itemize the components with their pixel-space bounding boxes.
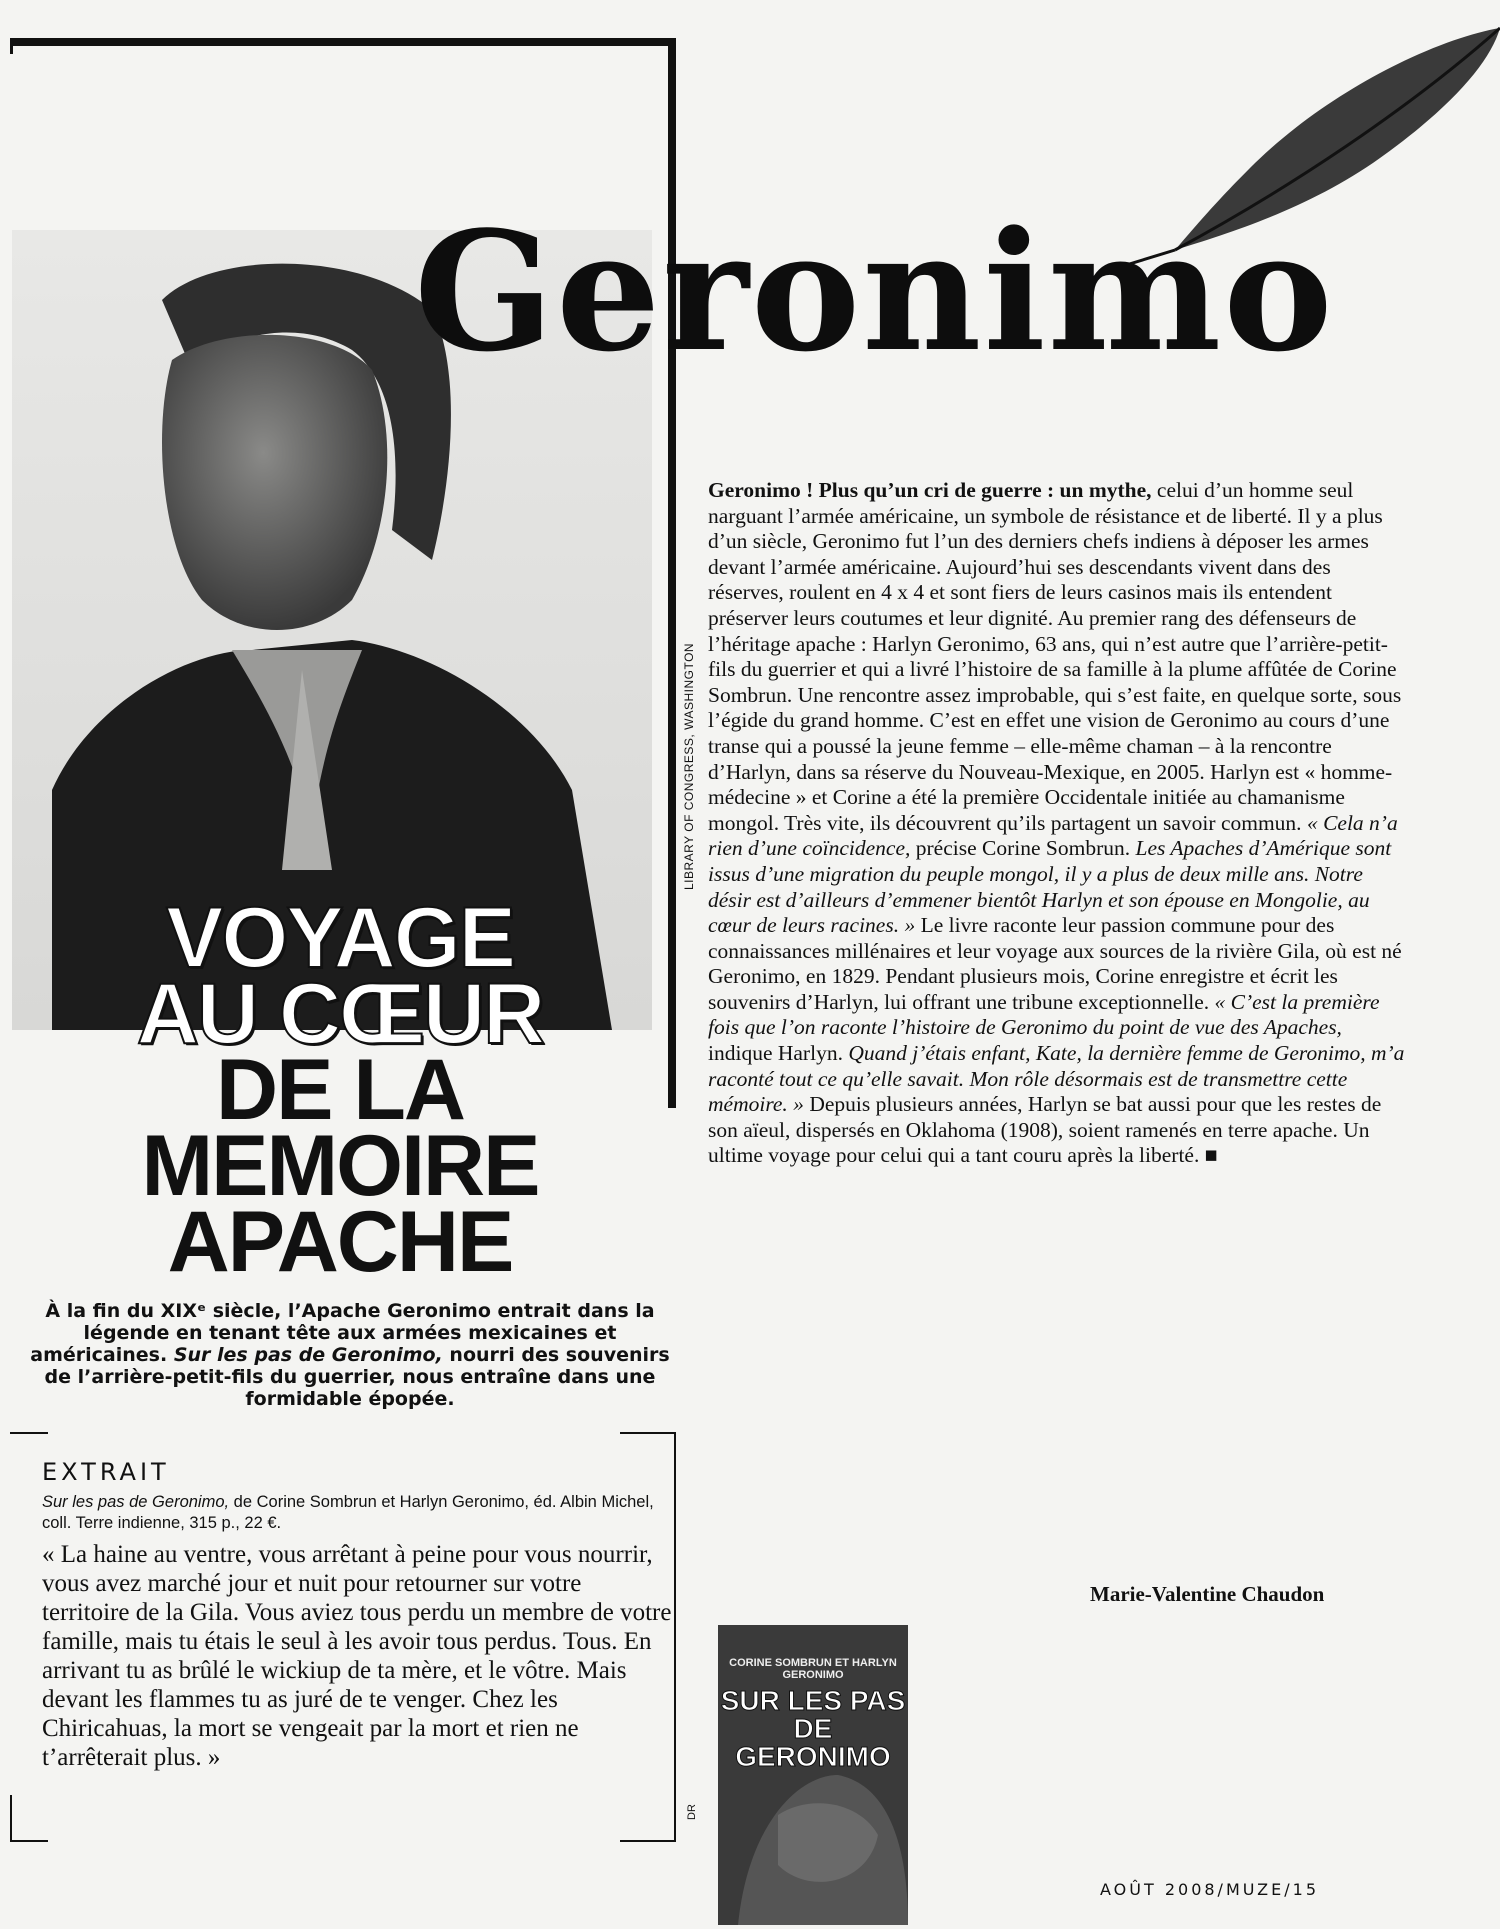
extract-box-rule <box>620 1432 676 1434</box>
extract-box-rule <box>10 1840 48 1842</box>
extract-box-rule <box>10 1795 12 1842</box>
frame-top-rule <box>10 38 676 46</box>
body-text: indique Harlyn. <box>708 1041 849 1066</box>
headline-line-3: DE LA <box>216 1042 464 1138</box>
headline-line-1: VOYAGE <box>165 890 515 986</box>
body-text: Depuis plusieurs années, Harlyn se bat aussi pour que les restes de son aïeul, dispersés en Oklahoma (1908), soient ramenés en terre apache. Un ultime voyage pour celui qui a tant couru après la liberté. ■ <box>708 1092 1382 1168</box>
cover-authors: CORINE SOMBRUN ET HARLYN GERONIMO <box>729 1657 897 1681</box>
extract-book-title: Sur les pas de Geronimo, <box>42 1493 230 1511</box>
standfirst-part-3: nourri des souvenirs de l’arrière-petit-fils du guerrier, nous entraîne dans une formidable épopée. <box>44 1344 670 1410</box>
book-cover <box>718 1625 908 1925</box>
extract-label: EXTRAIT <box>42 1458 170 1486</box>
author-signature: Marie-Valentine Chaudon <box>1090 1582 1325 1606</box>
lead-in: Geronimo ! Plus qu’un cri de guerre : un mythe, <box>708 478 1152 502</box>
page-footer: AOÛT 2008/MUZE/15 <box>1100 1880 1319 1899</box>
headline-line-5: APACHE <box>167 1194 513 1290</box>
extract-box-rule <box>674 1432 676 1842</box>
cover-title <box>718 1687 908 1771</box>
article-body <box>708 478 1408 1169</box>
cover-title-line-1: SUR LES PAS DE <box>720 1685 906 1744</box>
extract-publisher: de Corine Sombrun et Harlyn Geronimo, éd. Albin Michel, coll. Terre indienne, 315 p., 22 €. <box>42 1493 654 1532</box>
body-text: Le livre raconte leur passion commune pour des connaissances millénaires et leur voyage aux sources de la rivière Gila, où est né Geronimo, en 1829. Pendant plusieurs mois, Corine enregistre et écrit les souvenirs d’Harlyn, lui offrant une tribune exceptionnelle. <box>708 913 1402 1014</box>
quote: « Cela n’a rien d’une coïncidence, <box>708 810 1398 861</box>
extract-reference <box>42 1492 662 1534</box>
page-title: Geronimo <box>414 195 1335 388</box>
quote: « C’est la première fois que l’on raconte l’histoire de Geronimo du point de vue des Apaches, <box>708 989 1380 1040</box>
extract-box-rule <box>620 1840 676 1842</box>
body-text: celui d’un homme seul narguant l’armée américaine, un symbole de résistance et de liberté. Il y a plus d’un siècle, Geronimo fut l’un des derniers chefs indiens à déposer les armes devant l’armée américaine. Aujourd’hui ses descendants vivent dans des réserves, roulent en 4 x 4 et sont fiers de leurs casinos mais ils entendent préserver leurs coutumes et leur dignité. Au premier rang des défenseurs de l’héritage apache : Harlyn Geronimo, 63 ans, qui n’est autre que l’arrière-petit-fils du guerrier et qui a livré l’histoire de sa famille à la plume affûtée de Corine Sombrun. Une rencontre assez improbable, qui s’est faite, en quelque sorte, sous l’égide du grand homme. C’est en effet une vision de Geronimo au cours d’une transe qui a poussé la jeune femme – elle-même chaman – à la rencontre d’Harlyn, dans sa réserve du Nouveau-Mexique, en 2005. Harlyn est « homme-médecine » et Corine a été la première Occidentale initiée au chamanisme mongol. Très vite, ils découvrent qu’ils partagent un savoir commun. <box>708 478 1402 835</box>
extract-box-rule <box>10 1432 48 1434</box>
quote: Les Apaches d’Amérique sont issus d’une migration du peuple mongol, il y a plus de deux mille ans. Notre désir est d’ailleurs d’emmener bientôt Harlyn et son épouse en Mongolie, au cœur de leurs racines. » <box>708 836 1392 938</box>
standfirst-book-title: Sur les pas de Geronimo, <box>173 1344 443 1366</box>
headline-line-4: MEMOIRE <box>141 1118 539 1214</box>
extract-text: « La haine au ventre, vous arrêtant à peine pour vous nourrir, vous avez marché jour et nuit pour retourner sur votre territoire de la Gila. Vous aviez tous perdu un membre de votre famille, mais tu étais le seul à les avoir tous perdus. Tous. En arrivant tu as brûlé le wickiup de ta mère, et le vôtre. Mais devant les flammes tu as juré de te venger. Chez les Chiricahuas, la mort se vengeait par la mort et rien ne t’arrêterait plus. » <box>42 1541 672 1771</box>
standfirst <box>30 1300 670 1410</box>
headline <box>60 890 620 1290</box>
cover-credit: DR <box>686 1804 698 1820</box>
standfirst-part-1: À la fin du XIXᵉ siècle, l’Apache Geronimo entrait dans la légende en tenant tête aux armées mexicaines et américaines. <box>30 1300 655 1366</box>
body-text: précise Corine Sombrun. <box>910 836 1136 861</box>
headline-line-2: AU CŒUR <box>136 966 544 1062</box>
cover-title-line-2: GERONIMO <box>735 1741 891 1772</box>
photo-credit: LIBRARY OF CONGRESS, WASHINGTON <box>682 642 696 890</box>
quote: Quand j’étais enfant, Kate, la dernière femme de Geronimo, m’a raconté tout ce qu’elle savait. Mon rôle désormais est de transmettre cette mémoire. » <box>708 1041 1405 1117</box>
frame-corner <box>10 38 13 54</box>
